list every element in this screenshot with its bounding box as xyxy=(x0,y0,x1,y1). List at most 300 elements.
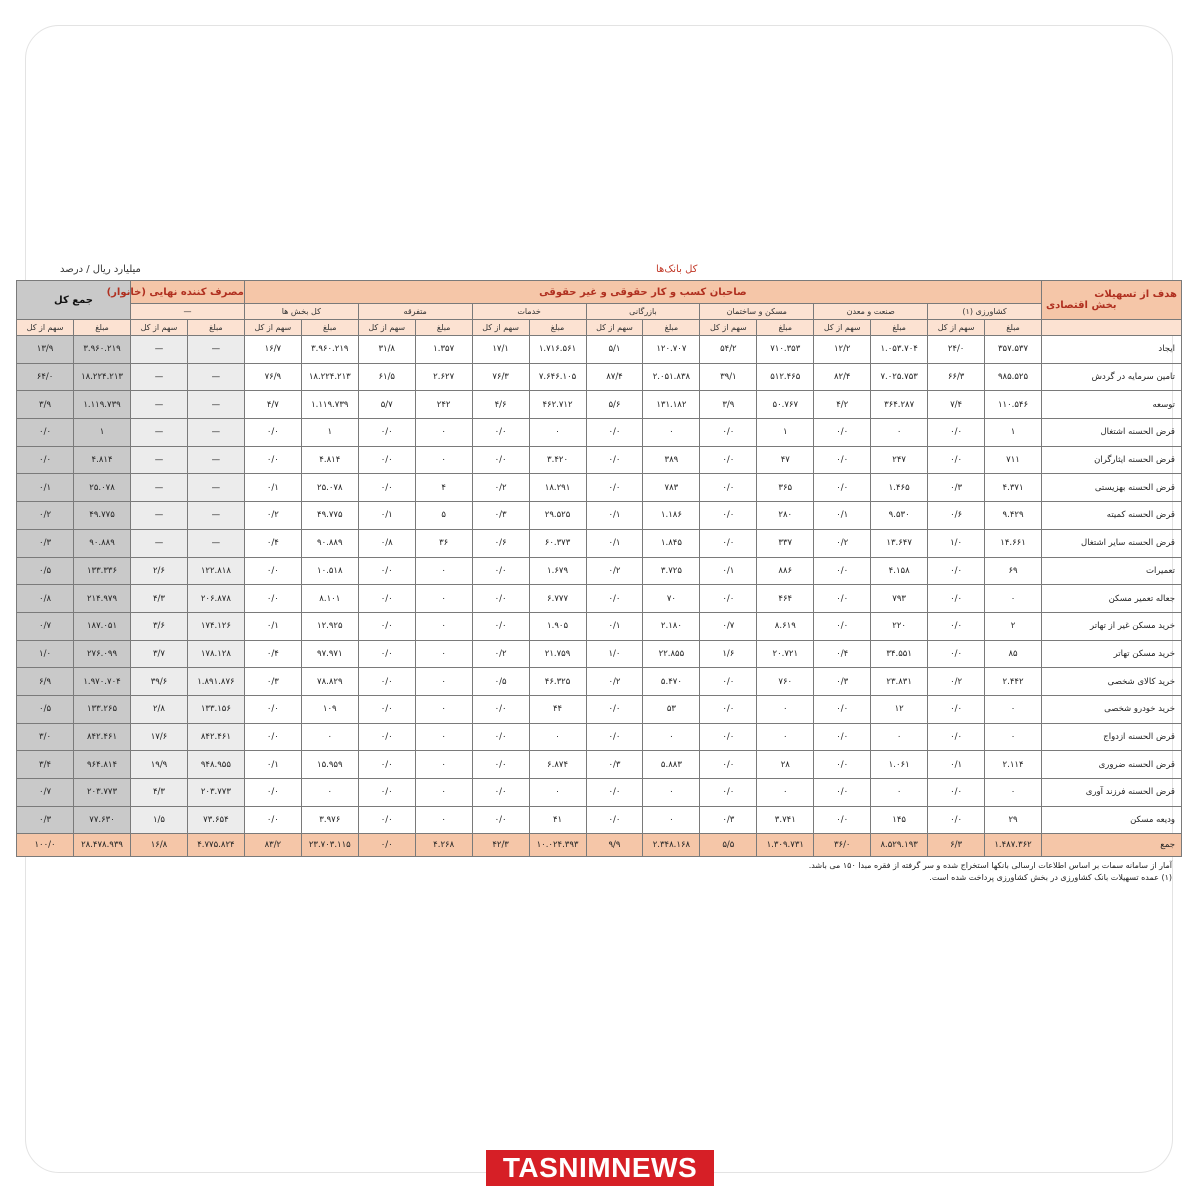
amount-cell: ۱۵.۹۵۹ xyxy=(301,751,358,779)
amount-header: مبلغ xyxy=(643,320,700,336)
share-header: سهم از کل xyxy=(244,320,301,336)
amount-cell: ۲۸.۴۷۸.۹۳۹ xyxy=(74,834,131,857)
amount-cell: ۲.۴۴۲ xyxy=(985,668,1042,696)
share-cell: ۰/۰ xyxy=(700,474,757,502)
share-cell: ۳/۷ xyxy=(131,640,188,668)
row-label: توسعه xyxy=(1042,391,1182,419)
share-cell: ۰/۰ xyxy=(586,723,643,751)
amount-cell: ۰ xyxy=(415,557,472,585)
amount-cell: ۴.۷۷۵.۸۲۴ xyxy=(187,834,244,857)
table-row xyxy=(17,612,1182,640)
share-cell: ۰/۱ xyxy=(814,502,871,530)
amount-cell: ۲.۶۲۷ xyxy=(415,363,472,391)
amount-cell: ۰ xyxy=(757,695,814,723)
tasnimnews-logo: TASNIMNEWS xyxy=(486,1150,714,1186)
share-cell: ۱/۰ xyxy=(586,640,643,668)
share-cell: ۰/۴ xyxy=(814,640,871,668)
share-cell: ۰/۶ xyxy=(472,529,529,557)
amount-cell: — xyxy=(187,502,244,530)
amount-cell: ۰ xyxy=(529,419,586,447)
amount-cell: ۰ xyxy=(415,419,472,447)
amount-cell: ۸۴۲.۴۶۱ xyxy=(74,723,131,751)
amount-cell: ۳۵۷.۵۳۷ xyxy=(985,336,1042,364)
share-cell: ۰/۰ xyxy=(244,585,301,613)
share-cell: ۰/۰ xyxy=(358,419,415,447)
amount-cell: — xyxy=(187,391,244,419)
share-header: سهم از کل xyxy=(814,320,871,336)
amount-cell: — xyxy=(187,474,244,502)
row-label: جعاله تعمیر مسکن xyxy=(1042,585,1182,613)
amount-cell: ۲۸ xyxy=(757,751,814,779)
table-row xyxy=(17,474,1182,502)
amount-cell: ۰ xyxy=(415,779,472,807)
amount-cell: ۱۱۰.۵۴۶ xyxy=(985,391,1042,419)
amount-cell: ۲.۰۵۱.۸۳۸ xyxy=(643,363,700,391)
row-label: خرید خودرو شخصی xyxy=(1042,695,1182,723)
share-cell: ۰/۳ xyxy=(700,806,757,834)
share-cell: ۰/۷ xyxy=(17,779,74,807)
share-cell: ۰/۰ xyxy=(700,723,757,751)
amount-cell: ۳۶۵ xyxy=(757,474,814,502)
share-cell: ۵/۵ xyxy=(700,834,757,857)
share-cell: ۰/۰ xyxy=(928,557,985,585)
share-cell: ۰/۴ xyxy=(244,640,301,668)
amount-cell: ۹۰.۸۸۹ xyxy=(74,529,131,557)
share-cell: ۰/۸ xyxy=(17,585,74,613)
share-cell: ۰/۰ xyxy=(472,751,529,779)
amount-cell: ۰ xyxy=(415,806,472,834)
amount-header: مبلغ xyxy=(301,320,358,336)
amount-cell: ۱.۱۱۹.۷۳۹ xyxy=(301,391,358,419)
amount-cell: ۳.۹۶۰.۲۱۹ xyxy=(74,336,131,364)
corner-top-label: هدف از تسهیلات xyxy=(1094,289,1177,300)
amount-cell: ۰ xyxy=(643,419,700,447)
share-header: سهم از کل xyxy=(928,320,985,336)
amount-cell: ۰ xyxy=(985,695,1042,723)
amount-cell: ۱.۱۱۹.۷۳۹ xyxy=(74,391,131,419)
share-cell: ۰/۰ xyxy=(814,806,871,834)
share-cell: ۱۶/۸ xyxy=(131,834,188,857)
share-cell: ۶۱/۵ xyxy=(358,363,415,391)
share-cell: ۰/۳ xyxy=(244,668,301,696)
amount-cell: ۲۳.۷۰۳.۱۱۵ xyxy=(301,834,358,857)
amount-cell: ۱.۴۸۷.۳۶۲ xyxy=(985,834,1042,857)
amount-cell: ۴.۸۱۴ xyxy=(74,446,131,474)
share-cell: ۳۱/۸ xyxy=(358,336,415,364)
amount-header: مبلغ xyxy=(187,320,244,336)
row-label: خرید کالای شخصی xyxy=(1042,668,1182,696)
sector-header: خدمات xyxy=(472,304,586,320)
row-label: خرید مسکن غیر از تهاتر xyxy=(1042,612,1182,640)
share-cell: — xyxy=(131,336,188,364)
amount-cell: ۱.۴۶۵ xyxy=(871,474,928,502)
amount-header: مبلغ xyxy=(529,320,586,336)
amount-cell: ۳.۷۲۵ xyxy=(643,557,700,585)
share-cell: ۶/۹ xyxy=(17,668,74,696)
amount-cell: ۰ xyxy=(415,640,472,668)
amount-cell: ۵.۴۷۰ xyxy=(643,668,700,696)
amount-cell: ۸۸۶ xyxy=(757,557,814,585)
share-header: سهم از کل xyxy=(131,320,188,336)
table-row xyxy=(17,723,1182,751)
amount-cell: ۹۸۵.۵۲۵ xyxy=(985,363,1042,391)
amount-cell: ۸.۶۱۹ xyxy=(757,612,814,640)
row-label: قرض الحسنه بهزیستی xyxy=(1042,474,1182,502)
amount-cell: ۰ xyxy=(301,723,358,751)
share-cell: ۰/۰ xyxy=(700,446,757,474)
amount-cell: ۷۸.۸۲۹ xyxy=(301,668,358,696)
share-cell: ۱۲/۲ xyxy=(814,336,871,364)
amount-cell: ۲.۳۴۸.۱۶۸ xyxy=(643,834,700,857)
share-cell: ۰/۱ xyxy=(244,751,301,779)
amount-cell: ۱.۹۰۵ xyxy=(529,612,586,640)
row-label: ودیعه مسکن xyxy=(1042,806,1182,834)
amount-cell: ۲۴۷ xyxy=(871,446,928,474)
share-cell: ۰/۱ xyxy=(928,751,985,779)
amount-cell: ۲.۱۱۴ xyxy=(985,751,1042,779)
amount-cell: ۱۰.۰۲۴.۳۹۳ xyxy=(529,834,586,857)
amount-header: مبلغ xyxy=(415,320,472,336)
share-cell: ۰/۰ xyxy=(358,806,415,834)
amount-cell: ۵۳ xyxy=(643,695,700,723)
share-cell: ۶۴/۰ xyxy=(17,363,74,391)
amount-cell: ۱ xyxy=(757,419,814,447)
share-cell: ۱۰۰/۰ xyxy=(17,834,74,857)
amount-cell: ۰ xyxy=(985,585,1042,613)
amount-cell: ۱.۸۹۱.۸۷۶ xyxy=(187,668,244,696)
share-cell: ۰/۲ xyxy=(472,640,529,668)
table-row xyxy=(17,751,1182,779)
table-row xyxy=(17,557,1182,585)
unit-label: میلیارد ریال / درصد xyxy=(60,264,141,275)
amount-cell: ۸۴۲.۴۶۱ xyxy=(187,723,244,751)
share-cell: ۰/۰ xyxy=(472,806,529,834)
share-cell: ۴/۲ xyxy=(814,391,871,419)
amount-cell: ۱۸.۲۹۱ xyxy=(529,474,586,502)
share-cell: ۰/۱ xyxy=(244,474,301,502)
amount-cell: ۱۳.۶۴۷ xyxy=(871,529,928,557)
share-cell: ۰/۰ xyxy=(700,585,757,613)
table-row xyxy=(17,668,1182,696)
amount-cell: ۱۲۲.۸۱۸ xyxy=(187,557,244,585)
sector-header: بازرگانی xyxy=(586,304,700,320)
share-cell: ۰/۱ xyxy=(244,612,301,640)
share-cell: ۰/۰ xyxy=(472,695,529,723)
share-cell: ۰/۳ xyxy=(928,474,985,502)
share-cell: ۳/۴ xyxy=(17,751,74,779)
share-cell: ۰/۷ xyxy=(17,612,74,640)
row-label: قرض الحسنه کمیته xyxy=(1042,502,1182,530)
share-cell: ۰/۰ xyxy=(472,779,529,807)
share-cell: ۰/۰ xyxy=(700,751,757,779)
share-cell: ۳/۹ xyxy=(17,391,74,419)
amount-cell: ۰ xyxy=(415,446,472,474)
amount-cell: ۳۳۷ xyxy=(757,529,814,557)
table-row xyxy=(17,779,1182,807)
amount-cell: ۲۱.۷۵۹ xyxy=(529,640,586,668)
amount-cell: ۰ xyxy=(871,723,928,751)
amount-cell: ۰ xyxy=(415,612,472,640)
table-row xyxy=(17,529,1182,557)
amount-cell: ۴.۳۷۱ xyxy=(985,474,1042,502)
share-cell: ۰/۰ xyxy=(244,419,301,447)
share-cell: — xyxy=(131,502,188,530)
share-cell: ۰/۱ xyxy=(586,502,643,530)
amount-cell: ۴.۱۵۸ xyxy=(871,557,928,585)
amount-cell: ۷۱۱ xyxy=(985,446,1042,474)
consumer-group-header: مصرف کننده نهایی (خانوار) xyxy=(131,281,245,304)
amount-cell: — xyxy=(187,529,244,557)
amount-cell: ۴.۲۶۸ xyxy=(415,834,472,857)
share-cell: ۰/۰ xyxy=(244,695,301,723)
share-cell: ۰/۲ xyxy=(17,502,74,530)
amount-cell: ۹۶۴.۸۱۴ xyxy=(74,751,131,779)
amount-cell: ۱۸۷.۰۵۱ xyxy=(74,612,131,640)
share-cell: ۴۲/۳ xyxy=(472,834,529,857)
amount-cell: ۸.۱۰۱ xyxy=(301,585,358,613)
share-cell: ۰/۰ xyxy=(928,806,985,834)
share-cell: ۰/۱ xyxy=(17,474,74,502)
share-cell: ۰/۰ xyxy=(472,419,529,447)
share-cell: ۰/۰ xyxy=(358,474,415,502)
share-cell: ۰/۱ xyxy=(586,529,643,557)
share-cell: ۴/۳ xyxy=(131,585,188,613)
table-row xyxy=(17,391,1182,419)
share-cell: — xyxy=(131,474,188,502)
share-cell: ۰/۰ xyxy=(928,585,985,613)
amount-cell: ۱.۳۵۷ xyxy=(415,336,472,364)
share-cell: — xyxy=(131,363,188,391)
amount-cell: ۴۴ xyxy=(529,695,586,723)
table-top-line xyxy=(16,258,1186,280)
share-cell: ۰/۰ xyxy=(358,695,415,723)
share-cell: ۰/۰ xyxy=(700,502,757,530)
amount-cell: ۴۶۲.۷۱۲ xyxy=(529,391,586,419)
amount-cell: ۰ xyxy=(871,419,928,447)
share-cell: ۰/۰ xyxy=(928,446,985,474)
row-label: تامین سرمایه در گردش xyxy=(1042,363,1182,391)
table-row xyxy=(17,363,1182,391)
share-cell: ۶/۳ xyxy=(928,834,985,857)
share-cell: ۰/۰ xyxy=(586,806,643,834)
share-cell: ۰/۰ xyxy=(814,557,871,585)
share-cell: ۰/۰ xyxy=(700,779,757,807)
share-cell: ۰/۰ xyxy=(928,723,985,751)
amount-cell: ۴.۸۱۴ xyxy=(301,446,358,474)
amount-cell: — xyxy=(187,446,244,474)
amount-cell: ۱.۸۴۵ xyxy=(643,529,700,557)
amount-cell: ۷۷.۶۳۰ xyxy=(74,806,131,834)
share-cell: ۰/۰ xyxy=(244,723,301,751)
amount-cell: ۹۴۸.۹۵۵ xyxy=(187,751,244,779)
share-cell: ۰/۳ xyxy=(814,668,871,696)
share-cell: ۰/۰ xyxy=(244,779,301,807)
share-cell: ۰/۷ xyxy=(700,612,757,640)
share-cell: ۴/۷ xyxy=(244,391,301,419)
amount-cell: ۱۸.۲۲۴.۲۱۳ xyxy=(74,363,131,391)
share-cell: ۰/۰ xyxy=(586,446,643,474)
amount-cell: ۱۷۴.۱۲۶ xyxy=(187,612,244,640)
table-row xyxy=(17,336,1182,364)
share-cell: ۰/۲ xyxy=(244,502,301,530)
amount-cell: ۲.۱۸۰ xyxy=(643,612,700,640)
amount-cell: ۰ xyxy=(985,723,1042,751)
amount-cell: ۷۱۰.۳۵۳ xyxy=(757,336,814,364)
share-cell: ۰/۰ xyxy=(244,446,301,474)
share-cell: ۰/۰ xyxy=(358,779,415,807)
amount-cell: ۲۷۶.۰۹۹ xyxy=(74,640,131,668)
share-header: سهم از کل xyxy=(700,320,757,336)
row-label: جمع xyxy=(1042,834,1182,857)
amount-cell: ۲۰۶.۸۷۸ xyxy=(187,585,244,613)
share-cell: ۹/۹ xyxy=(586,834,643,857)
amount-cell: ۰ xyxy=(529,779,586,807)
share-cell: ۰/۰ xyxy=(586,474,643,502)
amount-cell: ۰ xyxy=(643,806,700,834)
amount-cell: ۷.۶۴۶.۱۰۵ xyxy=(529,363,586,391)
share-cell: ۰/۰ xyxy=(586,779,643,807)
table-row xyxy=(17,640,1182,668)
footnote-source: آمار از سامانه سمات بر اساس اطلاعات ارسالی بانکها استخراج شده و سر گرفته از فقره مبدا ۱۵۰ می باشد. xyxy=(808,861,1172,871)
amount-cell: ۳۸۹ xyxy=(643,446,700,474)
consumer-sub-header: — xyxy=(131,304,245,320)
share-cell: ۰/۰ xyxy=(586,695,643,723)
share-cell: ۰/۰ xyxy=(586,419,643,447)
share-cell: ۳/۶ xyxy=(131,612,188,640)
share-cell: ۰/۲ xyxy=(928,668,985,696)
header-row-2 xyxy=(17,304,1182,320)
amount-cell: ۹۷.۹۷۱ xyxy=(301,640,358,668)
amount-cell: ۷.۰۲۵.۷۵۳ xyxy=(871,363,928,391)
amount-cell: ۰ xyxy=(757,779,814,807)
amount-cell: ۱۳۳.۲۶۵ xyxy=(74,695,131,723)
total-group-header: جمع کل xyxy=(17,281,131,320)
amount-cell: ۳۶ xyxy=(415,529,472,557)
amount-cell: ۱.۹۷۰.۷۰۴ xyxy=(74,668,131,696)
amount-cell: ۵ xyxy=(415,502,472,530)
share-cell: ۱۳/۹ xyxy=(17,336,74,364)
amount-cell: ۰ xyxy=(871,779,928,807)
amount-cell: ۴ xyxy=(415,474,472,502)
share-cell: ۵/۶ xyxy=(586,391,643,419)
amount-cell: ۱۰۹ xyxy=(301,695,358,723)
amount-cell: ۱۸.۲۲۴.۲۱۳ xyxy=(301,363,358,391)
share-cell: ۰/۰ xyxy=(814,585,871,613)
share-cell: ۰/۰ xyxy=(700,668,757,696)
share-cell: ۵/۷ xyxy=(358,391,415,419)
sector-header: متفرقه xyxy=(358,304,472,320)
amount-cell: ۱۰.۵۱۸ xyxy=(301,557,358,585)
share-cell: ۰/۵ xyxy=(17,557,74,585)
share-cell: — xyxy=(131,419,188,447)
share-cell: ۰/۰ xyxy=(358,751,415,779)
share-cell: ۰/۲ xyxy=(586,557,643,585)
amount-cell: ۰ xyxy=(529,723,586,751)
amount-cell: ۳.۷۴۱ xyxy=(757,806,814,834)
amount-cell: ۷۹۳ xyxy=(871,585,928,613)
share-cell: ۱/۵ xyxy=(131,806,188,834)
share-cell: ۰/۰ xyxy=(814,779,871,807)
amount-cell: ۰ xyxy=(415,668,472,696)
header-row-3 xyxy=(17,320,1182,336)
amount-cell: ۱۷۸.۱۲۸ xyxy=(187,640,244,668)
share-cell: ۱/۶ xyxy=(700,640,757,668)
amount-cell: ۸۵ xyxy=(985,640,1042,668)
amount-cell: ۶۹ xyxy=(985,557,1042,585)
amount-cell: ۳.۹۷۶ xyxy=(301,806,358,834)
share-cell: ۳/۰ xyxy=(17,723,74,751)
share-cell: ۰/۰ xyxy=(358,612,415,640)
amount-cell: ۰ xyxy=(415,585,472,613)
table-row xyxy=(17,419,1182,447)
share-cell: ۰/۰ xyxy=(928,419,985,447)
share-cell: ۰/۰ xyxy=(814,751,871,779)
amount-cell: ۱۳۳.۳۳۶ xyxy=(74,557,131,585)
share-cell: ۱/۰ xyxy=(928,529,985,557)
amount-cell: ۰ xyxy=(985,779,1042,807)
amount-cell: ۱ xyxy=(985,419,1042,447)
amount-cell: ۲۹ xyxy=(985,806,1042,834)
sector-header: کل بخش ها xyxy=(244,304,358,320)
row-label: خرید مسکن تهاتر xyxy=(1042,640,1182,668)
amount-cell: ۱ xyxy=(301,419,358,447)
share-cell: ۱۷/۱ xyxy=(472,336,529,364)
amount-cell: ۴۷ xyxy=(757,446,814,474)
row-label: قرض الحسنه ایثارگران xyxy=(1042,446,1182,474)
share-cell: ۸۲/۴ xyxy=(814,363,871,391)
amount-cell: ۷۳.۶۵۴ xyxy=(187,806,244,834)
share-header: سهم از کل xyxy=(358,320,415,336)
share-cell: ۰/۱ xyxy=(700,557,757,585)
amount-cell: ۳۴.۵۵۱ xyxy=(871,640,928,668)
row-label: تعمیرات xyxy=(1042,557,1182,585)
share-cell: ۰/۱ xyxy=(586,612,643,640)
share-cell: ۰/۲ xyxy=(472,474,529,502)
amount-cell: ۱.۳۰۹.۷۳۱ xyxy=(757,834,814,857)
amount-cell: ۲۵.۰۷۸ xyxy=(74,474,131,502)
share-cell: ۰/۰ xyxy=(17,446,74,474)
share-cell: ۰/۳ xyxy=(17,806,74,834)
amount-cell: ۱۳۳.۱۵۶ xyxy=(187,695,244,723)
share-cell: ۰/۰ xyxy=(928,640,985,668)
amount-cell: ۱۲.۹۲۵ xyxy=(301,612,358,640)
amount-header: مبلغ xyxy=(757,320,814,336)
share-cell: ۰/۰ xyxy=(700,419,757,447)
table-row xyxy=(17,695,1182,723)
amount-cell: ۶۰.۳۷۳ xyxy=(529,529,586,557)
share-cell: ۲/۶ xyxy=(131,557,188,585)
amount-cell: ۹۰.۸۸۹ xyxy=(301,529,358,557)
amount-cell: ۵۱۲.۴۶۵ xyxy=(757,363,814,391)
header-row-1 xyxy=(17,281,1182,304)
amount-header: مبلغ xyxy=(985,320,1042,336)
share-header: سهم از کل xyxy=(17,320,74,336)
share-cell: ۰/۳ xyxy=(472,502,529,530)
share-cell: ۷۶/۹ xyxy=(244,363,301,391)
footnotes xyxy=(16,861,1182,882)
amount-cell: ۱.۶۷۹ xyxy=(529,557,586,585)
share-cell: ۰/۰ xyxy=(814,612,871,640)
corner-bottom-label: بخش اقتصادی xyxy=(1046,300,1117,311)
amount-cell: ۱۳۱.۱۸۲ xyxy=(643,391,700,419)
banks-label: کل بانک‌ها xyxy=(656,264,698,275)
table-row xyxy=(17,502,1182,530)
amount-cell: ۰ xyxy=(415,695,472,723)
amount-cell: ۷۸۳ xyxy=(643,474,700,502)
share-cell: ۰/۰ xyxy=(472,446,529,474)
amount-cell: ۲ xyxy=(985,612,1042,640)
share-cell: — xyxy=(131,446,188,474)
